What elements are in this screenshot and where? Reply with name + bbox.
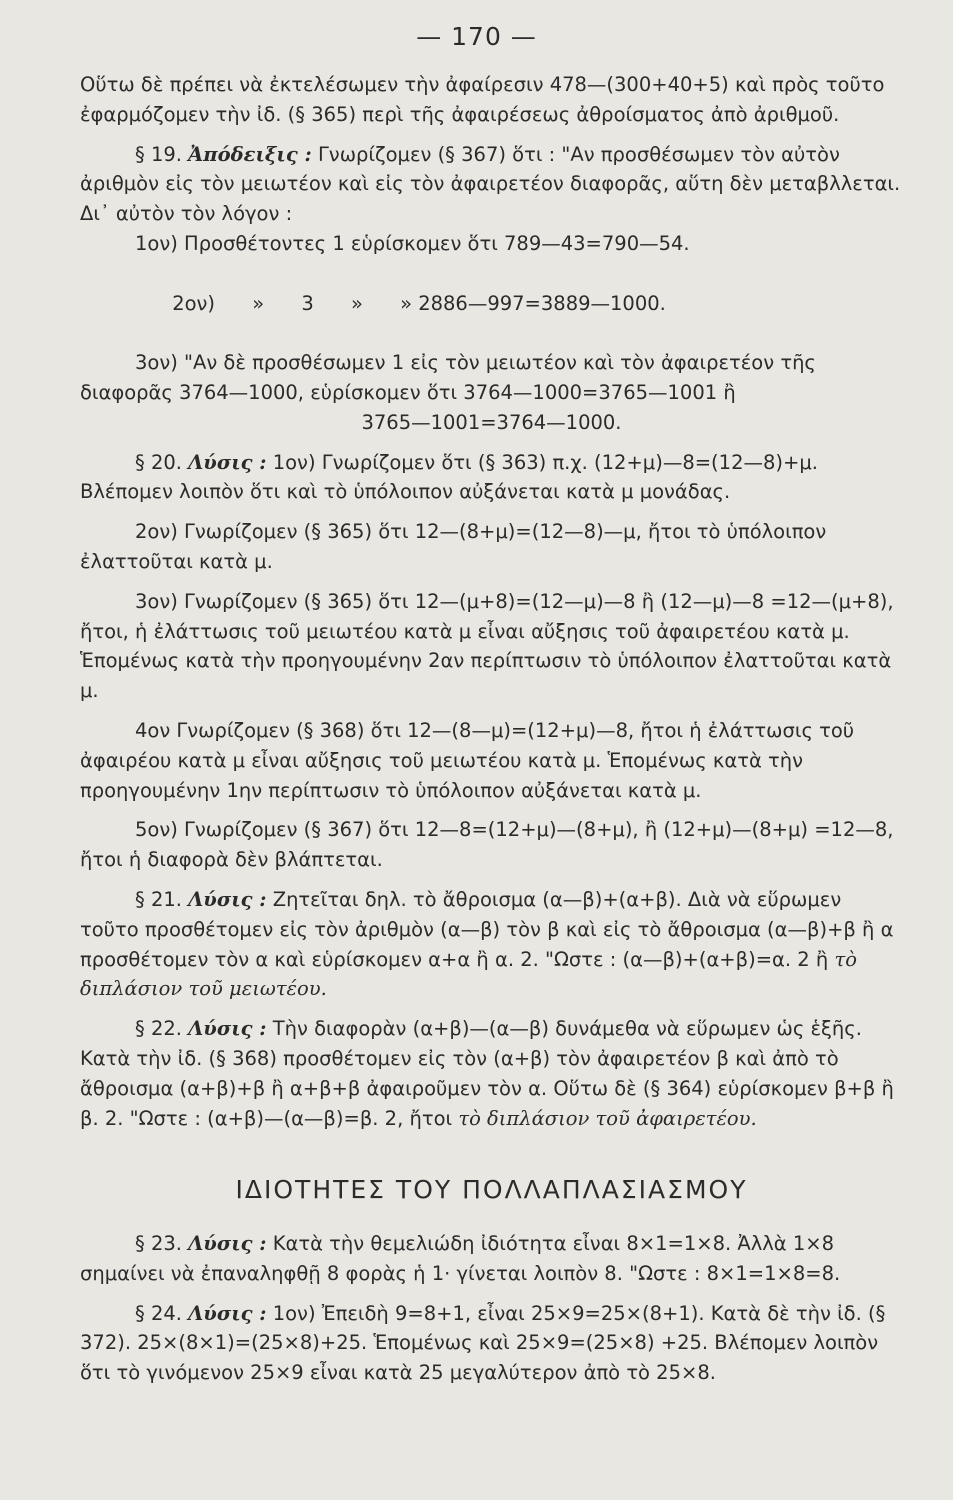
equation-text: 3765—1001=3764—1000. xyxy=(361,410,622,434)
paragraph-text: Γνωρίζομεν (§ 367) ὅτι : "Αν προσθέσωμεν τὸν αὐτὸν ἀριθμὸν εἰς τὸν μειωτέον καὶ εἰς τὸν ἀφαιρετέον διαφορᾶς, αὕτη δὲν μεταβλλεται. Δι᾿ αὐτὸν τὸν λόγον : xyxy=(80,142,901,226)
section-22 xyxy=(80,1014,903,1133)
emphasis-text: τὸ διπλάσιον τοῦ μειωτέου. xyxy=(80,947,857,1001)
section-19 xyxy=(80,140,903,229)
paragraph-text: 2ον) Γνωρίζομεν (§ 365) ὅτι 12—(8+μ)=(12—8)—μ, ἤτοι τὸ ὑπόλοιπον ἐλαττοῦται κατὰ μ. xyxy=(80,520,827,573)
paragraph-text: 1ον) Προσθέτοντες 1 εὑρίσκομεν ὅτι 789—43=790—54. xyxy=(135,231,690,255)
section-number: § 22. xyxy=(135,1017,182,1041)
case-3-equation xyxy=(80,408,903,438)
paragraph-text: 3ον) Γνωρίζομεν (§ 365) ὅτι 12—(μ+8)=(12—μ)—8 ἢ (12—μ)—8 =12—(μ+8), ἤτοι, ἡ ἐλάττωσις τοῦ μειωτέου κατὰ μ εἶναι αὔξησις τοῦ ἀφαιρετέου κατὰ μ. Ἑπομένως κατὰ τὴν προηγουμένην 2αν περίπτωσιν τὸ ὑπόλοιπον ἐλαττοῦται κατὰ μ. xyxy=(80,589,894,703)
section-20-part-3 xyxy=(80,587,903,706)
paragraph-text: Ζητεῖται δηλ. τὸ ἄθροισμα (α—β)+(α+β). Διὰ νὰ εὕρωμεν τοῦτο προσθέτομεν εἰς τὸν ἀριθμὸν (α—β) τὸν β καὶ εἰς τὸ ἄθροισμα (α—β)+β ἢ α προσθέτομεν τὸν α καὶ εὑρίσκομεν α+α ἢ α. 2. "Ωστε : (α—β)+(α+β)=α. 2 ἢ xyxy=(80,887,894,971)
section-21 xyxy=(80,885,903,1004)
page-number: — 170 — xyxy=(416,22,537,51)
paragraph-intro xyxy=(80,70,903,130)
section-label: Λύσις : xyxy=(188,1017,267,1041)
section-label: Λύσις : xyxy=(188,887,267,911)
section-20-part-2 xyxy=(80,517,903,577)
section-label: Λύσις : xyxy=(188,1232,267,1256)
section-number: § 21. xyxy=(135,887,182,911)
paragraph-text: 1ον) Γνωρίζομεν ὅτι (§ 363) π.χ. (12+μ)—8=(12—8)+μ. Βλέπομεν λοιπὸν ὅτι καὶ τὸ ὑπόλοιπον αὐξάνεται κατὰ μ μονάδας. xyxy=(80,450,818,504)
section-number: § 24. xyxy=(135,1301,182,1325)
section-number: § 20. xyxy=(135,450,182,474)
section-20-part-4 xyxy=(80,716,903,805)
chapter-heading: ΙΔΙΟΤΗΤΕΣ ΤΟΥ ΠΟΛΛΑΠΛΑΣΙΑΣΜΟΥ xyxy=(235,1175,748,1205)
case-3 xyxy=(80,348,903,408)
paragraph-text: Οὕτω δὲ πρέπει νὰ ἐκτελέσωμεν τὴν ἀφαίρεσιν 478—(300+40+5) καὶ πρὸς τοῦτο ἐφαρμόζομεν τὴν ἰδ. (§ 365) περὶ τῆς ἀφαιρέσεως ἀθροίσματος ἀπὸ ἀριθμοῦ. xyxy=(80,73,885,126)
section-20 xyxy=(80,448,903,508)
section-label: Ἀπόδειξις : xyxy=(188,142,312,166)
paragraph-text: Τὴν διαφορὰν (α+β)—(α—β) δυνάμεθα νὰ εὕρωμεν ὡς ἑξῆς. Κατὰ τὴν ἰδ. (§ 368) προσθέτομεν εἰς τὸν (α+β) τὸν ἀφαιρετέον β καὶ ἀπὸ τὸ ἄθροισμα (α+β)+β ἢ α+β+β ἀφαιροῦμεν τὸν α. Οὕτω δὲ (§ 364) εὑρίσκομεν β+β ἢ β. 2. "Ωστε : (α+β)—(α—β)=β. 2, ἤτοι xyxy=(80,1017,894,1130)
paragraph-text: 2ον) » 3 » » 2886—997=3889—1000. xyxy=(172,291,666,315)
section-number: § 23. xyxy=(135,1232,182,1256)
paragraph-text: 4ον Γνωρίζομεν (§ 368) ὅτι 12—(8—μ)=(12+μ)—8, ἤτοι ἡ ἐλάττωσις τοῦ ἀφαιρέου κατὰ μ εἶναι αὔξησις τοῦ μειωτέου κατὰ μ. Ἑπομένως κατὰ τὴν προηγουμένην 1ην περίπτωσιν τὸ ὑπόλοιπον αὐξάνεται κατὰ μ. xyxy=(80,718,855,802)
paragraph-text: 1ον) Ἐπειδὴ 9=8+1, εἶναι 25×9=25×(8+1). Κατὰ δὲ τὴν ἰδ. (§ 372). 25×(8×1)=(25×8)+25. Ἑπομένως καὶ 25×9=(25×8) +25. Βλέπομεν λοιπὸν ὅτι τὸ γινόμενον 25×9 εἶναι κατὰ 25 μεγαλύτερον ἀπὸ τὸ 25×8. xyxy=(80,1301,886,1385)
emphasis-text: τὸ διπλάσιον τοῦ ἀφαιρετέου. xyxy=(458,1106,757,1130)
section-number: § 19. xyxy=(135,142,182,166)
paragraph-text: Κατὰ τὴν θεμελιώδη ἰδιότητα εἶναι 8×1=1×8. Ἀλλὰ 1×8 σημαίνει νὰ ἐπαναληφθῇ 8 φορὰς ἡ 1· γίνεται λοιπὸν 8. "Ωστε : 8×1=1×8=8. xyxy=(80,1232,841,1285)
paragraph-text: 3ον) "Αν δὲ προσθέσωμεν 1 εἰς τὸν μειωτέον καὶ τὸν ἀφαιρετέον τῆς διαφορᾶς 3764—1000, εὑρίσκομεν ὅτι 3764—1000=3765—1001 ἢ xyxy=(80,351,816,404)
section-label: Λύσις : xyxy=(188,1301,267,1325)
paragraph-text: 5ον) Γνωρίζομεν (§ 367) ὅτι 12—8=(12+μ)—(8+μ), ἢ (12+μ)—(8+μ) =12—8, ἤτοι ἡ διαφορὰ δὲν βλάπτεται. xyxy=(80,818,894,872)
section-23 xyxy=(80,1229,903,1289)
case-1 xyxy=(80,229,903,259)
section-20-part-5 xyxy=(80,815,903,875)
section-label: Λύσις : xyxy=(188,450,267,474)
page-body xyxy=(80,70,903,1398)
section-24 xyxy=(80,1299,903,1388)
case-2 xyxy=(80,259,903,348)
